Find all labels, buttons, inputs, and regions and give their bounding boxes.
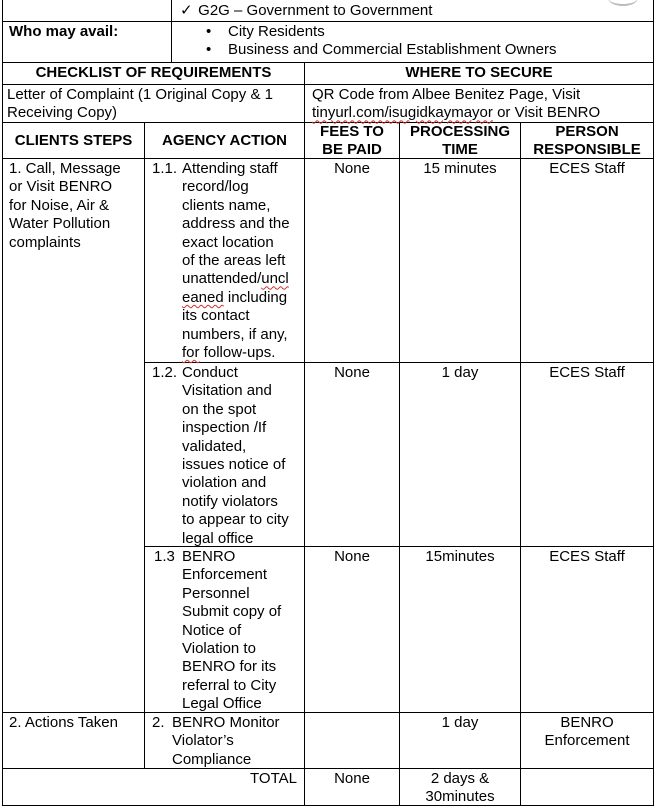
clients-steps-header: CLIENTS STEPS bbox=[14, 132, 133, 149]
person-1-3: ECES Staff bbox=[549, 548, 625, 565]
rule-col-fees bbox=[304, 122, 305, 806]
fees-1-1: None bbox=[334, 160, 370, 177]
bullet-icon: • bbox=[206, 23, 212, 40]
who-may-avail-label: Who may avail: bbox=[9, 23, 119, 40]
rule-who-top bbox=[2, 21, 654, 22]
person-responsible-header: PERSON RESPONSIBLE bbox=[533, 123, 641, 159]
person-2: BENRO Enforcement bbox=[544, 714, 630, 750]
frame-right bbox=[653, 0, 654, 806]
total-fees: None bbox=[334, 770, 370, 787]
client-step-2: 2. Actions Taken bbox=[9, 714, 118, 731]
action-number-1-3: 1.3 bbox=[154, 548, 175, 565]
fees-header: FEES TO BE PAID bbox=[320, 123, 384, 159]
list-item: • City Residents bbox=[206, 23, 325, 40]
bullet-icon: • bbox=[206, 41, 212, 59]
time-1-3: 15minutes bbox=[425, 548, 495, 565]
rule-col-agency bbox=[144, 122, 145, 769]
person-1-1: ECES Staff bbox=[549, 160, 625, 177]
rule-checklist-head bbox=[2, 84, 654, 85]
time-1-1: 15 minutes bbox=[423, 160, 497, 177]
rule-col-time bbox=[399, 122, 400, 806]
action-text-1-3: BENRO Enforcement Personnel Submit copy of Notice of Violation to BENRO for its referral to City Legal Office bbox=[182, 548, 282, 713]
action-text-1-1: Attending staff record/log clients name, address and the exact location of the areas left unattended/uncl eaned including its contact numbers, if any, for follow-ups. bbox=[182, 160, 290, 362]
client-step-1: 1. Call, Message or Visit BENRO for Noise, Air & Water Pollution complaints bbox=[9, 160, 121, 251]
where-line-2: tinyurl.com/isugidkaymayor or Visit BENRO bbox=[312, 104, 601, 122]
action-number-1-2: 1.2. bbox=[152, 364, 178, 381]
agency-action-header: AGENCY ACTION bbox=[161, 132, 287, 149]
where-to-secure-header: WHERE TO SECURE bbox=[405, 64, 553, 81]
time-2: 1 day bbox=[441, 714, 479, 731]
rule-col-person bbox=[520, 122, 521, 806]
fees-1-2: None bbox=[334, 364, 370, 381]
rule-checklist-top bbox=[2, 62, 654, 63]
where-to-secure-item bbox=[312, 86, 652, 123]
action-text-2: BENRO Monitor Violator’s Compliance bbox=[172, 714, 280, 768]
transaction-type-row bbox=[180, 2, 640, 20]
qr-link-url[interactable]: tinyurl.com/isugidkaymayor bbox=[312, 104, 493, 122]
requirement-item: Letter of Complaint (1 Original Copy & 1 Receiving Copy) bbox=[7, 86, 273, 122]
rule-who-col bbox=[171, 0, 172, 62]
frame-left bbox=[2, 0, 3, 806]
fees-1-3: None bbox=[334, 548, 370, 565]
total-time: 2 days & 30minutes bbox=[425, 770, 495, 806]
transaction-type: G2G – Government to Government bbox=[198, 2, 433, 19]
time-1-2: 1 day bbox=[441, 364, 479, 381]
rule-total bbox=[2, 768, 654, 769]
who-may-avail-list bbox=[206, 23, 648, 60]
list-item: • Business and Commercial Establishment Owners bbox=[206, 41, 557, 59]
action-text-1-2: Conduct Visitation and on the spot inspection /If validated, issues notice of violation and notify violators to appear to city legal office bbox=[182, 364, 289, 547]
total-label: TOTAL bbox=[250, 770, 297, 787]
processing-time-header: PROCESSING TIME bbox=[409, 123, 511, 159]
rule-row-2 bbox=[2, 712, 654, 713]
person-1-2: ECES Staff bbox=[549, 364, 625, 381]
checklist-header: CHECKLIST OF REQUIREMENTS bbox=[35, 64, 272, 81]
where-line-1: QR Code from Albee Benitez Page, Visit bbox=[312, 86, 581, 103]
checkmark-icon: ✓ bbox=[180, 2, 193, 19]
frame-bottom bbox=[2, 805, 654, 806]
action-number-2: 2. bbox=[152, 714, 165, 731]
action-number-1-1: 1.1. bbox=[152, 160, 178, 177]
